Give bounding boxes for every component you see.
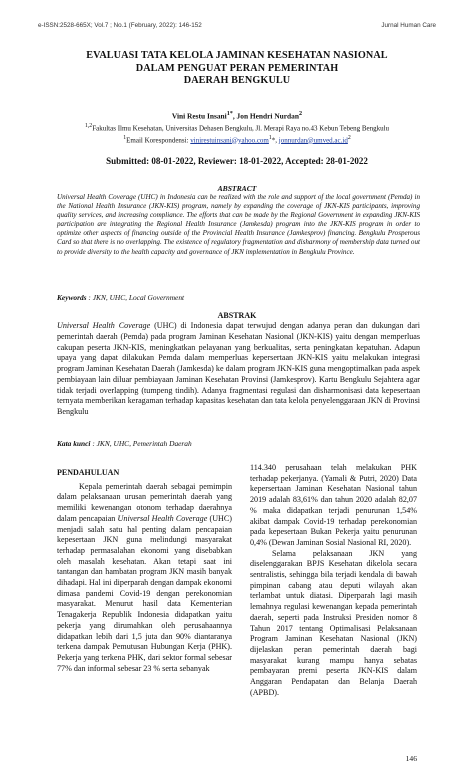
author-1-sup: 1* [226, 111, 233, 117]
author-2-sup: 2 [298, 111, 303, 117]
author-list [40, 111, 434, 120]
abstract-id-emphasis: Universal Health Coverage [57, 321, 151, 330]
author-2: Jon Hendri Nurdan [236, 111, 299, 121]
section-heading-intro: PENDAHULUAN [57, 468, 120, 477]
correspondence-label: Email Korespondensi: [126, 135, 191, 144]
title-line-3: DAERAH BENGKULU [183, 75, 291, 87]
submission-dates: Submitted: 08-01-2022, Reviewer: 18-01-2022, Accepted: 28-01-2022 [106, 156, 368, 166]
author-1: Vini Restu Insani [171, 111, 227, 121]
email-link-2[interactable]: jonnurdan@umved.ac.id [278, 135, 348, 144]
abstract-en-text: Universal Health Coverage (UHC) in Indonesia can be realized with the role and support of the local government (Pemda) in the National Health Insurance (JKN-KIS) program, namely by expanding the coverage of JKN-KIS participants, improving quality services, and increasing compliance. The efforts that can be made by the Regional Government in expanding JKN-KIS participation are integrating the Regional Health Insurance (Jamkesda) program into the JKN-KIS program in order to optimize other aspects of financing outside of the Provincial Health Insurance (Jamkesprov) financing. Bengkulu Prosperous Card so that there is no overlapping. The existence of regulatory fragmentation and disharmony of membership data turned out to provide diversity to the health capacity and governance of JKN implementation in Bengkulu Province. [57, 193, 420, 256]
intro-p1-start: Kepala pemerintah daerah sebagai pemimpin dalam pelaksanaan urusan pemerintah daerah yang memiliki kewenangan otonom terhadap daerahnya dalam pencapaian [57, 481, 232, 523]
affiliation-block [40, 122, 434, 145]
affiliation-sup: 1,2 [84, 123, 93, 129]
title-line-2: DALAM PENGUAT PERAN PEMERINTAH [135, 62, 339, 74]
column-left [57, 463, 232, 674]
abstract-id-text: (UHC) di Indonesia dapat terwujud dengan adanya peran dan dukungan dari pemerintah daerah (Pemda) pada program Jaminan Kesehatan Nasional (JKN-KIS) yaitu dengan memperluas cakupan peserta JKN-KIS, meningkatkan pelayanan yang berkualitas, serta peningkatan kepatuhan. Adapun upaya yang dapat dilakukan Pemda dalam memperluas kepersertaan JKN-KIS yaitu melakukan integrasi program Jaminan Kesehatan Daerah (Jamkesda) ke dalam program JKN-KIS guna mengoptimalkan pada aspek pembiayaan lain diluar pembiayaan Jaminan Kesehatan Provinsi (Jamkesprov). Kartu Bengkulu Sejahtera agar tidak terjadi overlapping (tumpeng tindih). Adanya fragmentasi regulasi dan disharmonisasi data kepesertaan ternyata memberikan keragaman terhadap kapasitas kesehatan dan tata kelola penyelenggaraan JKN di Provinsi Bengkulu [57, 321, 420, 416]
issn-line: e-ISSN:2528-665X; Vol.7 ; No.1 (February, 2022): 146-152 [38, 22, 202, 29]
intro-paragraph-1-cont: 114.340 perusahaan telah melakukan PHK terhadap pekerjanya. (Yamali & Putri, 2020) Data kepersertaan Jaminan Kesehatan Nasional tahun 2019 adalah 83,61% dan tahun 2020 adalah 82,07 % maka didapatkan terjadi penurunan 1,54% akibat dampak Covid-19 terhadap perekonomian pada kepesertaan Bukan Pekerja yaitu penurunan 0,4% (Dewan Jaminan Sosial Nasional RI, 2020). [250, 463, 417, 547]
paper-title [40, 50, 434, 88]
intro-paragraph-2: Selama pelaksanaan JKN yang diselenggarakan BPJS Kesehatan dikelola secara sentralistis, sehingga bila terjadi kendala di bawah pimpinan cabang atau deputi wilayah akan terlambat untuk diatasi. Diperparah lagi masih lemahnya regulasi kewenangan kepada pemerintah daerah, seperti pada Instruksi Presiden nomor 8 Tahun 2017 tentang Optimalisasi Pelaksanaan Program Jaminan Kesehatan Nasional (JKN) dijelaskan peran pemerintah daerah bagi masyarakat kurang mampu hanya sebatas pembayaran premi peserta JKN-KIS dalam Anggaran Pendapatan dan Belanja Daerah (APBD). [250, 548, 417, 697]
intro-paragraph-1 [57, 482, 232, 675]
affiliation-text: Fakultas Ilmu Kesehatan, Universitas Dehasen Bengkulu, Jl. Merapi Raya no.43 Kebun Tebeng Bengkulu [92, 124, 390, 133]
correspondence-line [40, 134, 434, 146]
intro-p1-end: (UHC) menjadi salah satu hal penting dalam pencapaian kepesertaan JKN guna melindungi masyarakat terhadap permasalahan ekonomi yang disebabkan oleh masalah kesehatan. Akan tetapi saat ini tantangan dan hambatan program JKN masih banyak dihadapi. Hal ini diperparah dengan dampak ekonomi dimasa pandemi Covid-19 dengan perekonomian masyarakat. Menurut hasil data Kementerian Tenagakerja Republik Indonesia didapatkan yaitu pekerja yang dirumahkan oleh perusahaannya didapatkan lebih dari 1,5 juta dan 90% diantaranya terkena dampak Pemutusan Hubungan Kerja (PHK). Pekerja yang terkena PHK, dari sektor formal sebesar 77% dan informal sebesar 23 % serta sebanyak [57, 513, 232, 673]
abstract-id [57, 321, 420, 418]
running-header [38, 22, 436, 32]
email-separator: *, [271, 135, 279, 144]
journal-name: Jurnal Human Care [381, 22, 436, 29]
abstract-en [57, 193, 420, 257]
keywords-id-label: Kata kunci [57, 439, 91, 448]
title-line-1: EVALUASI TATA KELOLA JAMINAN KESEHATAN NASIONAL [86, 50, 388, 61]
abstract-id-paragraph [57, 321, 420, 418]
email-2-sup: 2 [347, 134, 351, 141]
keywords-id-text: : JKN, UHC, Pemerintah Daerah [90, 439, 192, 448]
affiliation-line [40, 122, 434, 134]
keywords-en-label: Keywords [57, 293, 87, 302]
keywords-en [57, 293, 184, 302]
column-right [250, 463, 417, 698]
abstract-en-heading: ABSTRACT [217, 184, 257, 193]
keywords-id [57, 439, 192, 448]
author-separator: , [232, 111, 237, 121]
email-1-sup: 1 [268, 134, 272, 141]
correspondence-sup: 1 [123, 134, 127, 141]
abstract-id-heading: ABSTRAK [217, 311, 257, 320]
page-number: 146 [405, 754, 417, 763]
keywords-en-text: : JKN, UHC, Local Government [86, 293, 185, 302]
email-link-1[interactable]: vinirestuinsani@yahoo.com [190, 135, 269, 144]
intro-p1-emphasis: Universal Health Coverage [117, 513, 208, 523]
